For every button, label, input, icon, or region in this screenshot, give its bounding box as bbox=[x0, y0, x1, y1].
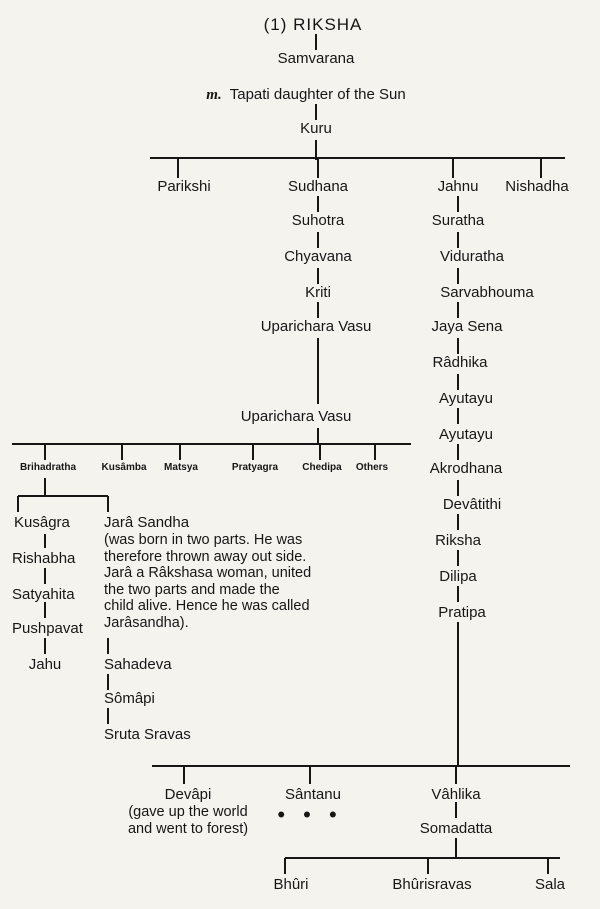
node-pratipa: Pratipa bbox=[438, 604, 486, 621]
node-santanu: Sântanu bbox=[285, 786, 341, 803]
node-ayutayu-1: Ayutayu bbox=[439, 390, 493, 407]
node-vahlika: Vâhlika bbox=[431, 786, 481, 803]
node-jaya-sena: Jaya Sena bbox=[431, 318, 503, 335]
node-devapi: Devâpi bbox=[164, 786, 212, 803]
node-jarasandha: Jarâ Sandha bbox=[104, 514, 190, 531]
node-samvarana: Samvarana bbox=[277, 50, 355, 67]
ellipsis-dots: • • • bbox=[277, 802, 343, 827]
node-suratha: Suratha bbox=[431, 212, 485, 229]
node-rishabha: Rishabha bbox=[12, 550, 76, 567]
node-jahnu: Jahnu bbox=[437, 178, 479, 195]
node-riksha: Riksha bbox=[435, 532, 481, 549]
node-parikshi: Parikshi bbox=[157, 178, 211, 195]
jarasandha-note: (was born in two parts. He was therefore thrown away out side. Jarâ a Râkshasa woman, united the two parts and made the child alive. Hence he was called Jarâsandha). bbox=[104, 532, 312, 631]
node-nishadha: Nishadha bbox=[505, 178, 569, 195]
node-bhurisravas: Bhûrisravas bbox=[392, 876, 472, 893]
node-radhika: Râdhika bbox=[432, 354, 488, 371]
marriage-prefix: m. bbox=[206, 87, 222, 103]
node-ayutayu-2: Ayutayu bbox=[439, 426, 493, 443]
node-others: Others bbox=[355, 462, 389, 473]
node-kusamba: Kusâmba bbox=[101, 462, 147, 473]
node-brihadratha: Brihadratha bbox=[19, 462, 77, 473]
node-satyahita: Satyahita bbox=[12, 586, 75, 603]
node-bhuri: Bhûri bbox=[273, 876, 309, 893]
node-sruta-sravas: Sruta Sravas bbox=[104, 726, 191, 743]
node-kuru: Kuru bbox=[300, 120, 332, 137]
node-sarvabhouma: Sarvabhouma bbox=[440, 284, 534, 301]
node-kusagra: Kusâgra bbox=[14, 514, 70, 531]
node-chedipa: Chedipa bbox=[302, 462, 342, 473]
node-dilipa: Dilipa bbox=[439, 568, 477, 585]
tree-title: (1) RIKSHA bbox=[263, 15, 363, 34]
devapi-note: (gave up the world and went to forest) bbox=[127, 804, 249, 837]
node-devatithi: Devâtithi bbox=[442, 496, 502, 513]
node-jahu: Jahu bbox=[28, 656, 62, 673]
node-uparichara-vasu-2: Uparichara Vasu bbox=[240, 408, 352, 425]
node-chyavana: Chyavana bbox=[284, 248, 352, 265]
tapati-label: Tapati daughter of the Sun bbox=[229, 86, 406, 103]
node-sala: Sala bbox=[534, 876, 566, 893]
node-viduratha: Viduratha bbox=[440, 248, 504, 265]
node-pratyagra: Pratyagra bbox=[231, 462, 279, 473]
node-matsya: Matsya bbox=[164, 462, 198, 473]
node-sudhana: Sudhana bbox=[287, 178, 349, 195]
node-somapi: Sômâpi bbox=[104, 690, 155, 707]
node-sahadeva: Sahadeva bbox=[104, 656, 172, 673]
node-somadatta: Somadatta bbox=[419, 820, 493, 837]
node-suhotra: Suhotra bbox=[291, 212, 345, 229]
node-akrodhana: Akrodhana bbox=[429, 460, 503, 477]
node-uparichara-vasu-1: Uparichara Vasu bbox=[260, 318, 372, 335]
node-kriti: Kriti bbox=[305, 284, 331, 301]
node-pushpavat: Pushpavat bbox=[12, 620, 83, 637]
node-tapati bbox=[206, 86, 405, 104]
